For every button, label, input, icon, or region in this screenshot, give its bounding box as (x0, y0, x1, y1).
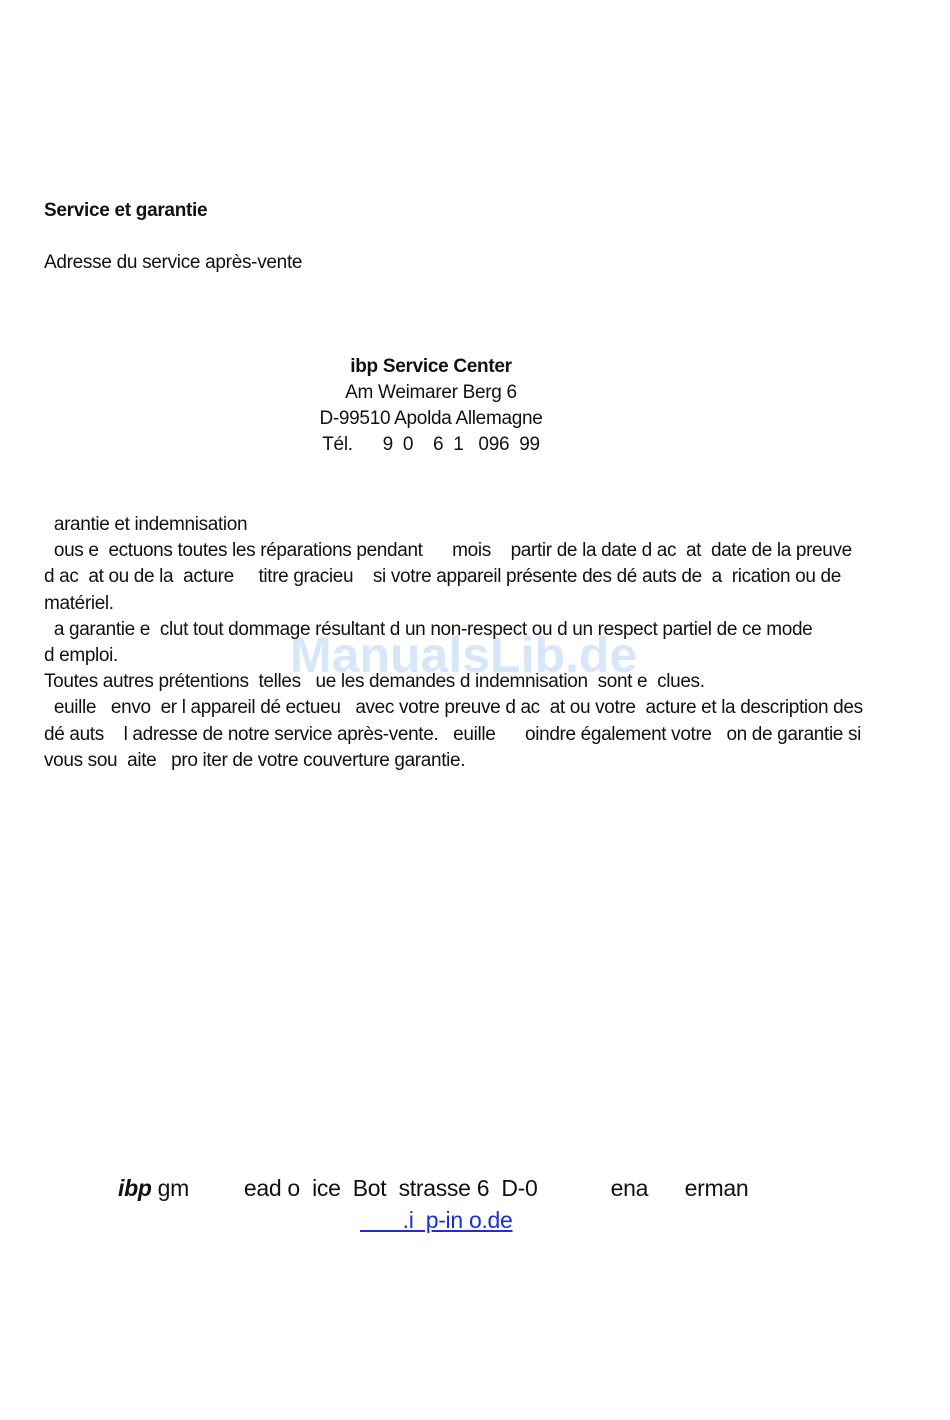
warranty-line: d ac at ou de la acture titre gracieu si votre appareil présente des dé auts de a rication ou de (44, 566, 841, 588)
footer-website-link[interactable]: .i p-in o.de (360, 1207, 513, 1233)
watermark-logo: ManualsLib.de (290, 627, 638, 683)
warranty-line: Toutes autres prétentions telles ue les demandes d indemnisation sont e clues. (44, 671, 705, 693)
footer-company-line (118, 1172, 748, 1204)
warranty-line: ous e ectuons toutes les réparations pendant mois partir de la date d ac at date de la preuve (44, 540, 852, 562)
footer-address: gm ead o ice Bot strasse 6 D-0 ena erman (151, 1175, 749, 1201)
service-center-phone: Tél. 9 0 6 1 096 99 (322, 434, 540, 455)
service-center-city: D-99510 Apolda Allemagne (319, 408, 543, 429)
warranty-line: euille envo er l appareil dé ectueu avec votre preuve d ac at ou votre acture et la description des (44, 697, 863, 719)
section-title: Service et garantie (44, 200, 208, 221)
warranty-line: d emploi. (44, 645, 118, 667)
service-center-name: ibp Service Center (350, 356, 512, 377)
footer-brand: ibp (118, 1175, 152, 1201)
warranty-line: a garantie e clut tout dommage résultant d un non-respect ou d un respect partiel de ce mode (44, 618, 813, 640)
warranty-line: matériel. (44, 592, 114, 614)
warranty-line: vous sou aite pro iter de votre couverture garantie. (44, 749, 466, 771)
service-address-block (0, 354, 862, 458)
warranty-line: dé auts l adresse de notre service après-vente. euille oindre également votre on de garantie si (44, 723, 861, 745)
warranty-line: arantie et indemnisation (44, 514, 248, 535)
section-subtitle: Adresse du service après-vente (44, 252, 303, 273)
service-center-street: Am Weimarer Berg 6 (345, 382, 517, 403)
